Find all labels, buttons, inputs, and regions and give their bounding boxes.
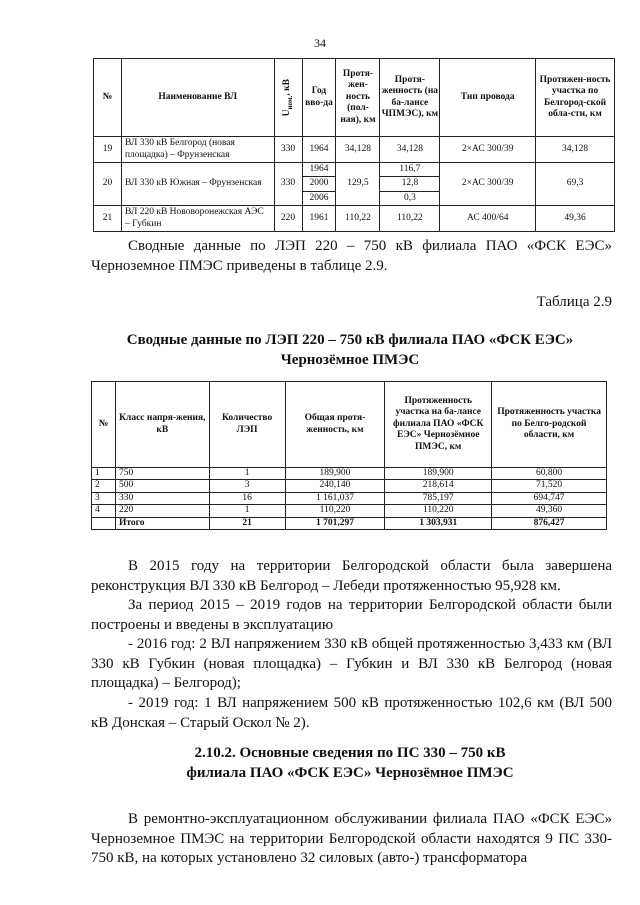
cell: 694,747	[492, 492, 607, 504]
cell: ВЛ 330 кВ Белгород (новая площадка) – Фрунзенская	[121, 137, 274, 163]
table-row	[94, 163, 615, 177]
cell: 1964	[302, 137, 336, 163]
cell: 19	[94, 137, 122, 163]
cell: 1961	[302, 206, 336, 232]
cell: 3	[209, 480, 285, 492]
cell: 12,8	[380, 177, 440, 191]
cell: 1	[92, 468, 116, 480]
cell: 2×АС 300/39	[440, 137, 536, 163]
col-voltage: $U_{ном.}$, кВ	[274, 59, 302, 137]
table-header-row	[94, 59, 615, 137]
cell: 116,7	[380, 163, 440, 177]
cell: 220	[115, 505, 209, 517]
table-row	[94, 206, 615, 232]
cell: 876,427	[492, 517, 607, 529]
cell: АС 400/64	[440, 206, 536, 232]
cell: 60,800	[492, 468, 607, 480]
col-branch-length: Протяженность участка на ба-лансе филиала ПАО «ФСК ЕЭС» Чернозёмное ПМЭС, км	[385, 382, 492, 468]
cell: 785,197	[385, 492, 492, 504]
table-row	[94, 137, 615, 163]
col-length-full: Протя-жен-ность (пол-ная), км	[336, 59, 380, 137]
cell: 129,5	[336, 163, 380, 206]
construction-paragraph: За период 2015 – 2019 годов на территории Белгородской области были построены и введены в эксплуатацию	[91, 597, 612, 633]
cell: 218,614	[385, 480, 492, 492]
cell: 330	[274, 163, 302, 206]
cell: 110,22	[380, 206, 440, 232]
list-item: - 2016 год: 2 ВЛ напряжением 330 кВ общей протяженностью 3,433 км (ВЛ 330 кВ Губкин (новая площадка) – Губкин и ВЛ 330 кВ Белгород (новая площадка) – Белгород);	[91, 636, 612, 691]
cell: 330	[274, 137, 302, 163]
table-row	[92, 468, 607, 480]
col-length-balance: Протя-женность (на ба-лансе ЧПМЭС), км	[380, 59, 440, 137]
cell: 21	[209, 517, 285, 529]
cell: 330	[115, 492, 209, 504]
summary-intro-paragraph: Сводные данные по ЛЭП 220 – 750 кВ филиала ПАО «ФСК ЕЭС» Черноземное ПМЭС приведены в таблице 2.9.	[91, 238, 612, 274]
col-region-length: Протяженность участка по Белго-родской области, км	[492, 382, 607, 468]
cell: 110,220	[285, 505, 385, 517]
table-row	[92, 505, 607, 517]
cell: 2×АС 300/39	[440, 163, 536, 206]
col-wire: Тип провода	[440, 59, 536, 137]
section-title-line1: 2.10.2. Основные сведения по ПС 330 – 750 кВ	[194, 745, 506, 761]
table-row	[92, 480, 607, 492]
cell: 49,36	[536, 206, 615, 232]
cell: 16	[209, 492, 285, 504]
cell: 34,128	[380, 137, 440, 163]
table-row	[92, 492, 607, 504]
cell: 3	[92, 492, 116, 504]
cell: 34,128	[336, 137, 380, 163]
col-total-length: Общая протя-женность, км	[285, 382, 385, 468]
table-title-line1: Сводные данные по ЛЭП 220 – 750 кВ филиала ПАО «ФСК ЕЭС»	[126, 332, 574, 348]
col-num: №	[94, 59, 122, 137]
col-year: Год вво-да	[302, 59, 336, 137]
col-length-region: Протяжен-ность участка по Белгород-ской обла-сти, км	[536, 59, 615, 137]
cell: 2000	[302, 177, 336, 191]
reconstruction-paragraph: В 2015 году на территории Белгородской области была завершена реконструкция ВЛ 330 кВ Белгород – Лебеди протяженностью 95,928 км.	[91, 558, 612, 594]
cell: ВЛ 220 кВ Нововоронежская АЭС – Губкин	[121, 206, 274, 232]
section-title-line2: филиала ПАО «ФСК ЕЭС» Чернозёмное ПМЭС	[186, 765, 514, 781]
cell	[92, 517, 116, 529]
cell: 0,3	[380, 191, 440, 205]
cell: 2	[92, 480, 116, 492]
cell: 20	[94, 163, 122, 206]
col-line-count: Количество ЛЭП	[209, 382, 285, 468]
cell: 1 701,297	[285, 517, 385, 529]
list-item: - 2019 год: 1 ВЛ напряжением 500 кВ протяженностью 102,6 км (ВЛ 500 кВ Донская – Старый Оскол № 2).	[91, 695, 612, 731]
cell: 34,128	[536, 137, 615, 163]
cell: Итого	[115, 517, 209, 529]
cell: 71,520	[492, 480, 607, 492]
col-name: Наименование ВЛ	[121, 59, 274, 137]
cell: 189,900	[385, 468, 492, 480]
cell: 1	[209, 468, 285, 480]
cell: 1 161,037	[285, 492, 385, 504]
lines-table-continued	[93, 58, 615, 232]
cell: 750	[115, 468, 209, 480]
col-voltage-class: Класс напря-жения, кВ	[115, 382, 209, 468]
table-title-line2: Чернозёмное ПМЭС	[280, 352, 420, 368]
cell: 500	[115, 480, 209, 492]
col-num: №	[92, 382, 116, 468]
summary-table	[91, 381, 607, 530]
page-number: 34	[314, 36, 326, 50]
cell: 110,220	[385, 505, 492, 517]
cell: 189,900	[285, 468, 385, 480]
cell: 4	[92, 505, 116, 517]
cell: 49,360	[492, 505, 607, 517]
cell: 69,3	[536, 163, 615, 206]
cell: ВЛ 330 кВ Южная – Фрунзенская	[121, 163, 274, 206]
table-label: Таблица 2.9	[536, 294, 612, 310]
table-total-row	[92, 517, 607, 529]
cell: 1964	[302, 163, 336, 177]
cell: 2006	[302, 191, 336, 205]
cell: 110,22	[336, 206, 380, 232]
cell: 220	[274, 206, 302, 232]
cell: 21	[94, 206, 122, 232]
cell: 1	[209, 505, 285, 517]
cell: 240,140	[285, 480, 385, 492]
substations-paragraph: В ремонтно-эксплуатационном обслуживании филиала ПАО «ФСК ЕЭС» Черноземное ПМЭС на территории Белгородской области находятся 9 ПС 330-750 кВ, на которых установлено 32 силовых (авто-) трансформатора	[91, 811, 612, 866]
cell: 1 303,931	[385, 517, 492, 529]
table-header-row	[92, 382, 607, 468]
